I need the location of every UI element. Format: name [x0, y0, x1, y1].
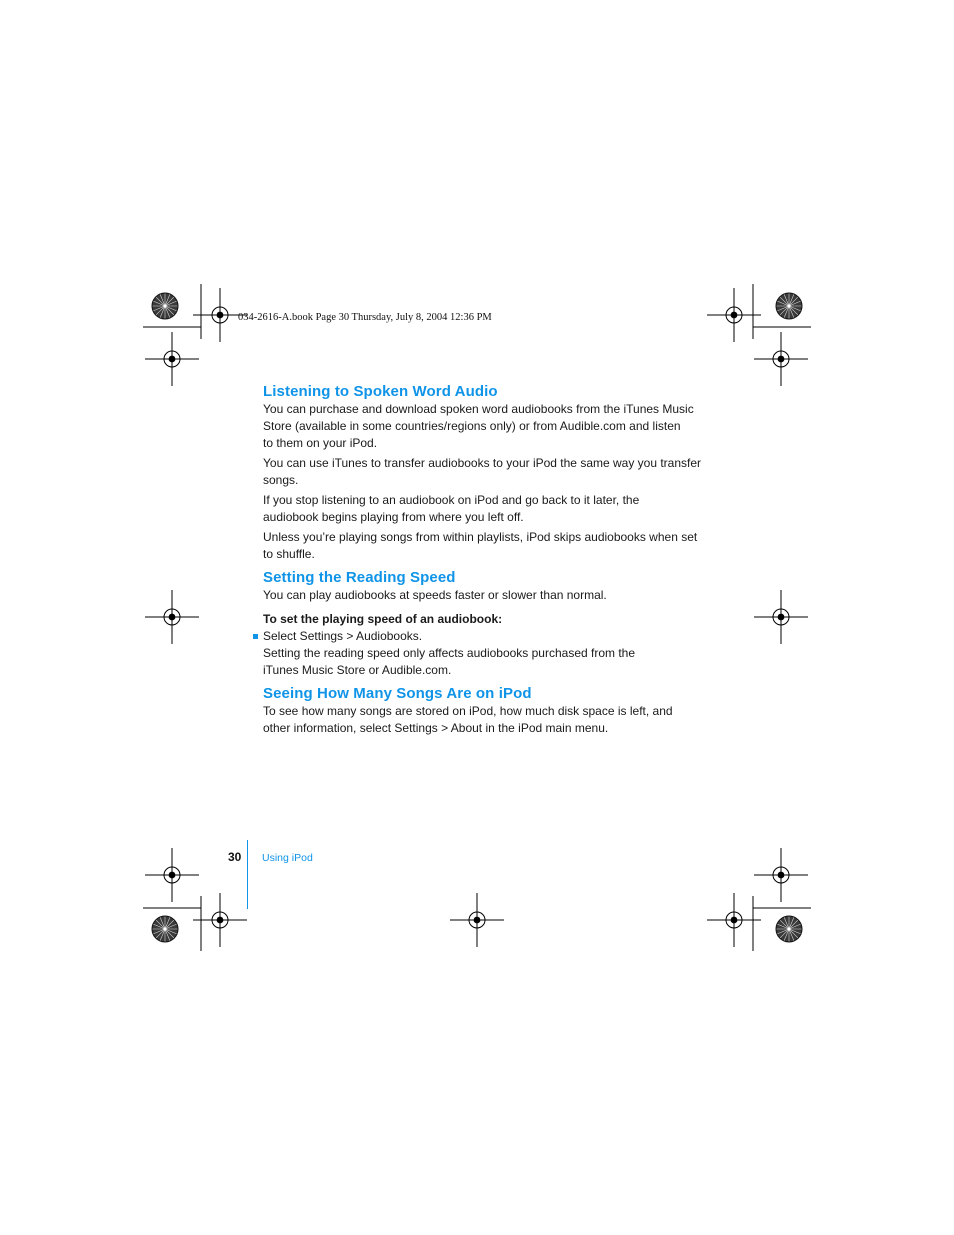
text-line: You can use iTunes to transfer audiobooks to your iPod the same way you transfer: [263, 456, 702, 470]
text-line: songs.: [263, 473, 299, 487]
page-content: [263, 382, 711, 737]
text-line: other information, select Settings > About in the iPod main menu.: [263, 721, 609, 735]
paragraph-shuffle: [263, 529, 711, 563]
text-line: Store (available in some countries/regions only) or from Audible.com and listen: [263, 419, 681, 433]
paragraph-resume: [263, 492, 711, 526]
text-line: Setting the reading speed only affects audiobooks purchased from the: [263, 646, 636, 660]
section-song-count: [263, 684, 711, 737]
page-number: 30: [228, 850, 242, 864]
text-line: You can purchase and download spoken word audiobooks from the iTunes Music: [263, 402, 694, 416]
paragraph-speed-intro: You can play audiobooks at speeds faster or slower than normal.: [263, 588, 607, 602]
footer-divider: [247, 840, 248, 909]
text-line: To see how many songs are stored on iPod, how much disk space is left, and: [263, 704, 673, 718]
paragraph-transfer: [263, 455, 711, 489]
section-reading-speed: [263, 568, 711, 679]
text-line: Unless you’re playing songs from within playlists, iPod skips audiobooks when set: [263, 530, 698, 544]
bullet-item: [263, 628, 711, 645]
text-line: to shuffle.: [263, 547, 315, 561]
procedure-title: To set the playing speed of an audiobook:: [263, 612, 503, 626]
text-line: If you stop listening to an audiobook on iPod and go back to it later, the: [263, 493, 640, 507]
crop-mark-top-left: [143, 284, 247, 386]
crop-mark-top-right: [707, 284, 811, 386]
text-line: iTunes Music Store or Audible.com.: [263, 663, 452, 677]
crop-mark-bottom-right: [707, 848, 811, 951]
text-line: audiobook begins playing from where you left off.: [263, 510, 524, 524]
crop-mark-mid-right: [754, 590, 808, 644]
bullet-text: Select Settings > Audiobooks.: [263, 629, 423, 643]
crop-mark-mid-left: [145, 590, 199, 644]
paragraph-purchase: [263, 401, 711, 452]
chapter-label: Using iPod: [262, 852, 313, 864]
print-slug-line: 034-2616-A.book Page 30 Thursday, July 8, 2004 12:36 PM: [238, 312, 492, 323]
paragraph-speed-note: [263, 645, 711, 679]
paragraph-about-menu: [263, 703, 711, 737]
heading-spoken-word: Listening to Spoken Word Audio: [263, 383, 498, 400]
section-spoken-word: [263, 382, 711, 563]
text-line: to them on your iPod.: [263, 436, 378, 450]
bullet-square-icon: [253, 634, 258, 639]
heading-reading-speed: Setting the Reading Speed: [263, 569, 456, 586]
crop-mark-bottom-center: [450, 893, 504, 947]
heading-song-count: Seeing How Many Songs Are on iPod: [263, 685, 532, 702]
